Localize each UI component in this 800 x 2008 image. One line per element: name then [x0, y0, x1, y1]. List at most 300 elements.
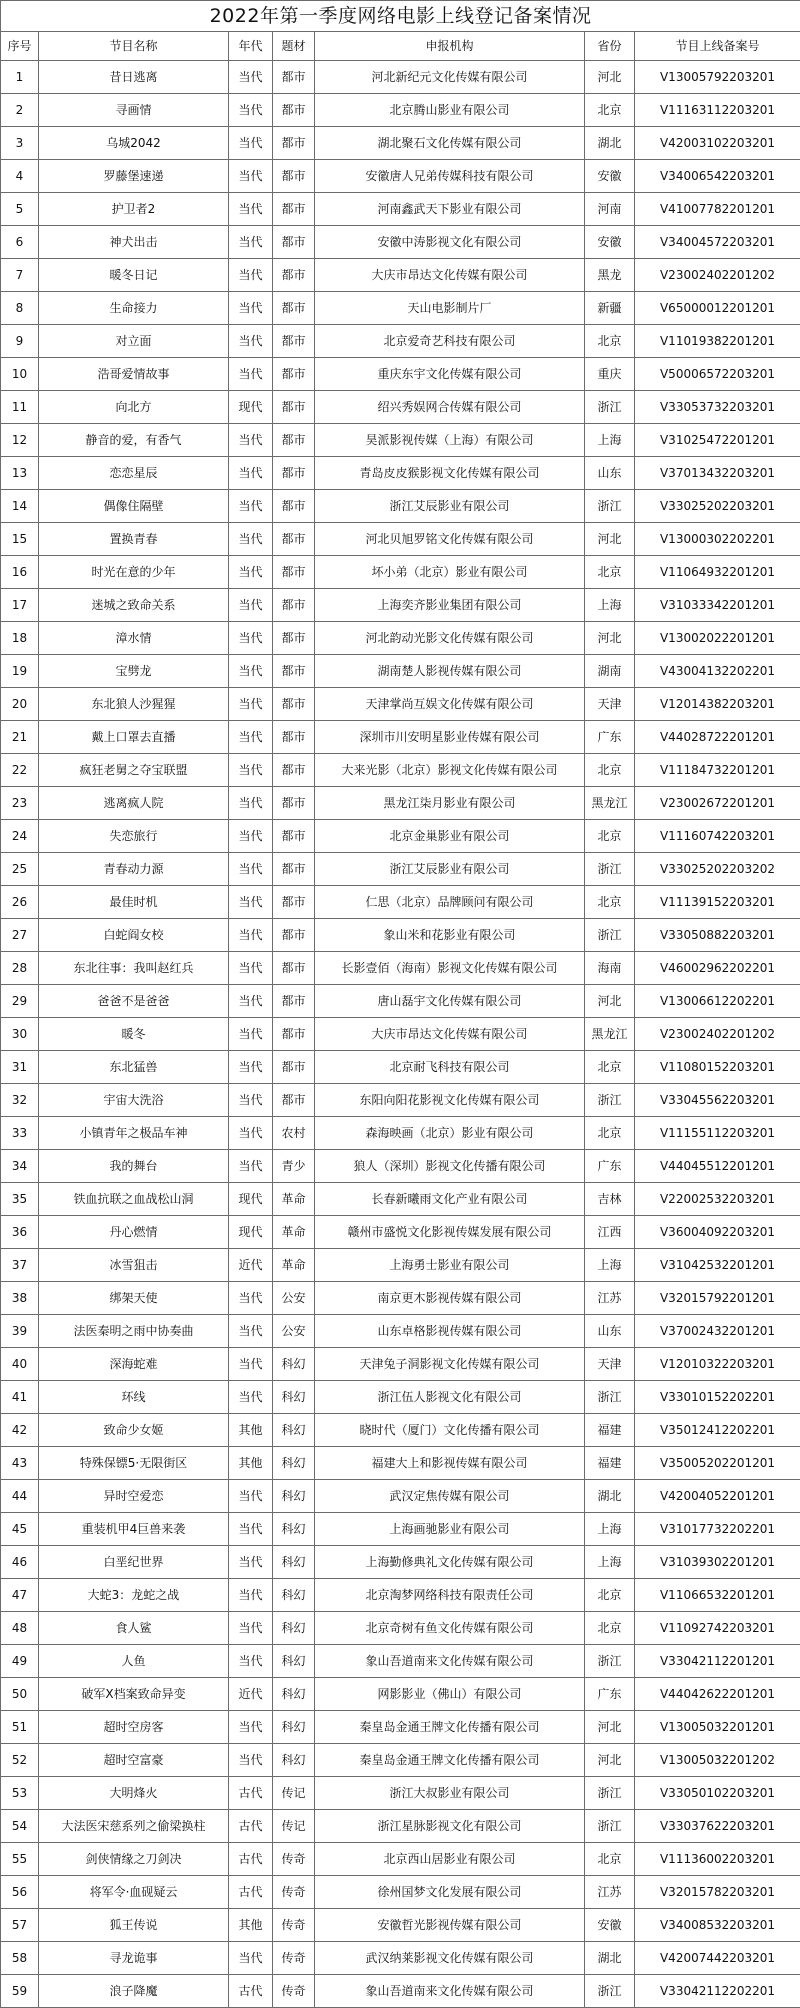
cell-index: 7 — [1, 259, 39, 292]
table-row — [1, 193, 800, 226]
cell-genre: 传奇 — [273, 1909, 315, 1942]
cell-filing-number: V11064932201201 — [635, 556, 800, 589]
cell-filing-number: V33010152202201 — [635, 1381, 800, 1414]
table-row — [1, 1282, 800, 1315]
cell-province: 北京 — [585, 325, 635, 358]
cell-program-name: 护卫者2 — [39, 193, 229, 226]
cell-program-name: 浩哥爱情故事 — [39, 358, 229, 391]
cell-province: 安徽 — [585, 1909, 635, 1942]
column-header-genre: 题材 — [273, 32, 315, 61]
cell-era: 当代 — [229, 1150, 273, 1183]
cell-era: 现代 — [229, 1183, 273, 1216]
cell-province: 江苏 — [585, 1876, 635, 1909]
cell-filing-number: V34008532203201 — [635, 1909, 800, 1942]
table-row — [1, 1942, 800, 1975]
table-row — [1, 1183, 800, 1216]
cell-province: 上海 — [585, 424, 635, 457]
cell-filing-number: V13006612202201 — [635, 985, 800, 1018]
cell-era: 当代 — [229, 424, 273, 457]
cell-province: 河北 — [585, 622, 635, 655]
cell-genre: 科幻 — [273, 1348, 315, 1381]
cell-filing-number: V12014382203201 — [635, 688, 800, 721]
cell-program-name: 疯狂老舅之夺宝联盟 — [39, 754, 229, 787]
cell-program-name: 时光在意的少年 — [39, 556, 229, 589]
cell-applicant: 安徽中涛影视文化有限公司 — [315, 226, 585, 259]
cell-filing-number: V11160742203201 — [635, 820, 800, 853]
cell-genre: 科幻 — [273, 1480, 315, 1513]
cell-applicant: 长春新曦雨文化产业有限公司 — [315, 1183, 585, 1216]
cell-era: 当代 — [229, 952, 273, 985]
cell-era: 近代 — [229, 1249, 273, 1282]
cell-genre: 公安 — [273, 1282, 315, 1315]
cell-index: 34 — [1, 1150, 39, 1183]
cell-index: 55 — [1, 1843, 39, 1876]
cell-program-name: 大明烽火 — [39, 1777, 229, 1810]
cell-index: 42 — [1, 1414, 39, 1447]
cell-filing-number: V31042532201201 — [635, 1249, 800, 1282]
cell-filing-number: V37013432203201 — [635, 457, 800, 490]
cell-index: 30 — [1, 1018, 39, 1051]
table-row — [1, 1711, 800, 1744]
cell-province: 山东 — [585, 457, 635, 490]
cell-program-name: 异时空爱恋 — [39, 1480, 229, 1513]
cell-era: 古代 — [229, 1975, 273, 2008]
cell-era: 当代 — [229, 1084, 273, 1117]
cell-applicant: 北京西山居影业有限公司 — [315, 1843, 585, 1876]
cell-index: 33 — [1, 1117, 39, 1150]
cell-program-name: 最佳时机 — [39, 886, 229, 919]
cell-genre: 都市 — [273, 589, 315, 622]
table-row — [1, 886, 800, 919]
cell-genre: 科幻 — [273, 1381, 315, 1414]
cell-genre: 都市 — [273, 259, 315, 292]
cell-filing-number: V23002672201201 — [635, 787, 800, 820]
cell-applicant: 上海勇士影业有限公司 — [315, 1249, 585, 1282]
cell-program-name: 致命少女姬 — [39, 1414, 229, 1447]
cell-province: 上海 — [585, 1546, 635, 1579]
cell-genre: 都市 — [273, 94, 315, 127]
cell-program-name: 乌城2042 — [39, 127, 229, 160]
table-row — [1, 1315, 800, 1348]
table-row — [1, 1744, 800, 1777]
table-row — [1, 1513, 800, 1546]
cell-program-name: 宝劈龙 — [39, 655, 229, 688]
cell-index: 8 — [1, 292, 39, 325]
cell-province: 湖北 — [585, 1480, 635, 1513]
cell-program-name: 生命接力 — [39, 292, 229, 325]
cell-index: 11 — [1, 391, 39, 424]
cell-index: 14 — [1, 490, 39, 523]
cell-filing-number: V41007782201201 — [635, 193, 800, 226]
cell-era: 当代 — [229, 1612, 273, 1645]
cell-filing-number: V34006542203201 — [635, 160, 800, 193]
cell-program-name: 罗藤堡速递 — [39, 160, 229, 193]
table-row — [1, 1645, 800, 1678]
table-row — [1, 61, 800, 94]
table-row — [1, 787, 800, 820]
table-row — [1, 226, 800, 259]
cell-index: 43 — [1, 1447, 39, 1480]
cell-era: 当代 — [229, 226, 273, 259]
cell-program-name: 狐王传说 — [39, 1909, 229, 1942]
cell-era: 现代 — [229, 391, 273, 424]
cell-filing-number: V11066532201201 — [635, 1579, 800, 1612]
cell-era: 当代 — [229, 1744, 273, 1777]
cell-era: 当代 — [229, 358, 273, 391]
cell-applicant: 坏小弟（北京）影业有限公司 — [315, 556, 585, 589]
cell-filing-number: V35005202201201 — [635, 1447, 800, 1480]
cell-applicant: 浙江大叔影业有限公司 — [315, 1777, 585, 1810]
cell-index: 59 — [1, 1975, 39, 2008]
cell-program-name: 昔日逃离 — [39, 61, 229, 94]
cell-province: 河北 — [585, 61, 635, 94]
cell-index: 40 — [1, 1348, 39, 1381]
cell-genre: 都市 — [273, 457, 315, 490]
cell-genre: 革命 — [273, 1216, 315, 1249]
table-row — [1, 919, 800, 952]
cell-era: 近代 — [229, 1678, 273, 1711]
table-title: 2022年第一季度网络电影上线登记备案情况 — [1, 1, 800, 32]
cell-applicant: 上海画驰影业有限公司 — [315, 1513, 585, 1546]
cell-program-name: 置换青春 — [39, 523, 229, 556]
cell-applicant: 象山吾道南来文化传媒有限公司 — [315, 1645, 585, 1678]
cell-era: 当代 — [229, 556, 273, 589]
cell-genre: 革命 — [273, 1183, 315, 1216]
cell-applicant: 河北韵动光影文化传媒有限公司 — [315, 622, 585, 655]
cell-index: 9 — [1, 325, 39, 358]
cell-genre: 科幻 — [273, 1678, 315, 1711]
cell-genre: 都市 — [273, 292, 315, 325]
cell-index: 21 — [1, 721, 39, 754]
cell-program-name: 超时空房客 — [39, 1711, 229, 1744]
cell-applicant: 湖北聚石文化传媒有限公司 — [315, 127, 585, 160]
cell-program-name: 东北狼人沙猩猩 — [39, 688, 229, 721]
cell-program-name: 对立面 — [39, 325, 229, 358]
cell-filing-number: V35012412202201 — [635, 1414, 800, 1447]
cell-genre: 都市 — [273, 919, 315, 952]
cell-genre: 都市 — [273, 61, 315, 94]
cell-index: 31 — [1, 1051, 39, 1084]
cell-index: 57 — [1, 1909, 39, 1942]
cell-index: 16 — [1, 556, 39, 589]
cell-filing-number: V13005032201202 — [635, 1744, 800, 1777]
column-header-province: 省份 — [585, 32, 635, 61]
cell-index: 53 — [1, 1777, 39, 1810]
cell-index: 18 — [1, 622, 39, 655]
cell-program-name: 丹心燃情 — [39, 1216, 229, 1249]
cell-filing-number: V33037622203201 — [635, 1810, 800, 1843]
cell-era: 当代 — [229, 721, 273, 754]
cell-genre: 都市 — [273, 523, 315, 556]
cell-filing-number: V13005032201201 — [635, 1711, 800, 1744]
cell-filing-number: V11092742203201 — [635, 1612, 800, 1645]
cell-applicant: 秦皇岛金通王牌文化传播有限公司 — [315, 1744, 585, 1777]
cell-filing-number: V11139152203201 — [635, 886, 800, 919]
cell-filing-number: V23002402201202 — [635, 259, 800, 292]
cell-filing-number: V11184732201201 — [635, 754, 800, 787]
cell-province: 北京 — [585, 1843, 635, 1876]
cell-applicant: 北京爱奇艺科技有限公司 — [315, 325, 585, 358]
cell-genre: 都市 — [273, 886, 315, 919]
header-row — [1, 32, 800, 61]
cell-program-name: 小镇青年之极品车神 — [39, 1117, 229, 1150]
cell-province: 浙江 — [585, 490, 635, 523]
cell-genre: 都市 — [273, 622, 315, 655]
cell-filing-number: V33050102203201 — [635, 1777, 800, 1810]
cell-filing-number: V31017732202201 — [635, 1513, 800, 1546]
cell-province: 黑龙江 — [585, 787, 635, 820]
cell-province: 河北 — [585, 1744, 635, 1777]
cell-era: 其他 — [229, 1909, 273, 1942]
column-header-filing-number: 节目上线备案号 — [635, 32, 800, 61]
cell-province: 北京 — [585, 1051, 635, 1084]
table-row — [1, 94, 800, 127]
cell-genre: 都市 — [273, 985, 315, 1018]
cell-filing-number: V33025202203202 — [635, 853, 800, 886]
cell-filing-number: V33025202203201 — [635, 490, 800, 523]
cell-applicant: 天津掌尚互娱文化传媒有限公司 — [315, 688, 585, 721]
cell-index: 52 — [1, 1744, 39, 1777]
cell-index: 29 — [1, 985, 39, 1018]
table-row — [1, 1150, 800, 1183]
column-header-era: 年代 — [229, 32, 273, 61]
cell-filing-number: V32015782203201 — [635, 1876, 800, 1909]
cell-province: 河南 — [585, 193, 635, 226]
cell-filing-number: V11163112203201 — [635, 94, 800, 127]
cell-filing-number: V31025472201201 — [635, 424, 800, 457]
table-row — [1, 1447, 800, 1480]
cell-program-name: 大法医宋慈系列之偷梁换柱 — [39, 1810, 229, 1843]
cell-genre: 都市 — [273, 358, 315, 391]
cell-era: 当代 — [229, 1381, 273, 1414]
cell-applicant: 天津兔子洞影视文化传媒有限公司 — [315, 1348, 585, 1381]
table-row — [1, 325, 800, 358]
table-row — [1, 1909, 800, 1942]
cell-program-name: 东北猛兽 — [39, 1051, 229, 1084]
cell-program-name: 暖冬 — [39, 1018, 229, 1051]
cell-applicant: 浙江星脉影视文化有限公司 — [315, 1810, 585, 1843]
cell-province: 新疆 — [585, 292, 635, 325]
cell-applicant: 徐州国梦文化发展有限公司 — [315, 1876, 585, 1909]
cell-era: 其他 — [229, 1414, 273, 1447]
cell-filing-number: V50006572203201 — [635, 358, 800, 391]
cell-applicant: 浙江艾辰影业有限公司 — [315, 490, 585, 523]
table-row — [1, 1117, 800, 1150]
table-row — [1, 292, 800, 325]
cell-province: 江西 — [585, 1216, 635, 1249]
cell-applicant: 河北贝旭罗铭文化传媒有限公司 — [315, 523, 585, 556]
cell-era: 当代 — [229, 1315, 273, 1348]
cell-genre: 都市 — [273, 721, 315, 754]
table-row — [1, 1612, 800, 1645]
table-row — [1, 688, 800, 721]
cell-genre: 科幻 — [273, 1513, 315, 1546]
cell-filing-number: V22002532203201 — [635, 1183, 800, 1216]
cell-era: 当代 — [229, 325, 273, 358]
cell-applicant: 深圳市川安明星影业传媒有限公司 — [315, 721, 585, 754]
cell-genre: 传记 — [273, 1777, 315, 1810]
cell-era: 当代 — [229, 853, 273, 886]
cell-filing-number: V13005792203201 — [635, 61, 800, 94]
cell-genre: 都市 — [273, 556, 315, 589]
cell-era: 当代 — [229, 1348, 273, 1381]
cell-program-name: 铁血抗联之血战松山洞 — [39, 1183, 229, 1216]
cell-filing-number: V33042112202201 — [635, 1975, 800, 2008]
cell-filing-number: V13000302202201 — [635, 523, 800, 556]
cell-applicant: 福建大上和影视传媒有限公司 — [315, 1447, 585, 1480]
cell-applicant: 北京金巢影业有限公司 — [315, 820, 585, 853]
cell-province: 山东 — [585, 1315, 635, 1348]
cell-index: 19 — [1, 655, 39, 688]
table-row — [1, 1876, 800, 1909]
cell-applicant: 唐山磊宇文化传媒有限公司 — [315, 985, 585, 1018]
cell-applicant: 大庆市昂达文化传媒有限公司 — [315, 259, 585, 292]
cell-era: 当代 — [229, 787, 273, 820]
cell-program-name: 宇宙大洗浴 — [39, 1084, 229, 1117]
cell-index: 27 — [1, 919, 39, 952]
cell-applicant: 大来光影（北京）影视文化传媒有限公司 — [315, 754, 585, 787]
cell-era: 当代 — [229, 160, 273, 193]
cell-program-name: 恋恋星辰 — [39, 457, 229, 490]
cell-applicant: 浙江伍人影视文化有限公司 — [315, 1381, 585, 1414]
cell-program-name: 食人鲨 — [39, 1612, 229, 1645]
cell-program-name: 我的舞台 — [39, 1150, 229, 1183]
cell-province: 北京 — [585, 754, 635, 787]
table-body — [1, 61, 800, 2008]
cell-applicant: 东阳向阳花影视文化传媒有限公司 — [315, 1084, 585, 1117]
cell-index: 20 — [1, 688, 39, 721]
cell-index: 4 — [1, 160, 39, 193]
cell-genre: 传奇 — [273, 1975, 315, 2008]
cell-applicant: 山东卓格影视传媒有限公司 — [315, 1315, 585, 1348]
cell-program-name: 戴上口罩去直播 — [39, 721, 229, 754]
cell-filing-number: V34004572203201 — [635, 226, 800, 259]
cell-province: 浙江 — [585, 1084, 635, 1117]
cell-genre: 传记 — [273, 1810, 315, 1843]
cell-genre: 青少 — [273, 1150, 315, 1183]
cell-era: 古代 — [229, 1810, 273, 1843]
cell-genre: 科幻 — [273, 1546, 315, 1579]
cell-index: 41 — [1, 1381, 39, 1414]
cell-applicant: 狼人（深圳）影视文化传播有限公司 — [315, 1150, 585, 1183]
cell-applicant: 河南鑫武天下影业有限公司 — [315, 193, 585, 226]
cell-filing-number: V33045562203201 — [635, 1084, 800, 1117]
cell-applicant: 上海奕齐影业集团有限公司 — [315, 589, 585, 622]
cell-era: 当代 — [229, 94, 273, 127]
cell-index: 26 — [1, 886, 39, 919]
cell-filing-number: V31033342201201 — [635, 589, 800, 622]
cell-filing-number: V11155112203201 — [635, 1117, 800, 1150]
cell-province: 广东 — [585, 721, 635, 754]
cell-program-name: 重装机甲4巨兽来袭 — [39, 1513, 229, 1546]
cell-filing-number: V42007442203201 — [635, 1942, 800, 1975]
cell-genre: 都市 — [273, 1084, 315, 1117]
table-row — [1, 721, 800, 754]
cell-genre: 都市 — [273, 1018, 315, 1051]
table-row — [1, 1579, 800, 1612]
cell-filing-number: V37002432201201 — [635, 1315, 800, 1348]
table-row — [1, 985, 800, 1018]
cell-genre: 都市 — [273, 853, 315, 886]
cell-applicant: 大庆市昂达文化传媒有限公司 — [315, 1018, 585, 1051]
cell-filing-number: V44028722201201 — [635, 721, 800, 754]
cell-genre: 都市 — [273, 1051, 315, 1084]
table-row — [1, 1843, 800, 1876]
cell-era: 当代 — [229, 1579, 273, 1612]
cell-applicant: 青岛皮皮猴影视文化传媒有限公司 — [315, 457, 585, 490]
cell-index: 48 — [1, 1612, 39, 1645]
cell-genre: 都市 — [273, 127, 315, 160]
column-header-index: 序号 — [1, 32, 39, 61]
cell-index: 37 — [1, 1249, 39, 1282]
cell-program-name: 爸爸不是爸爸 — [39, 985, 229, 1018]
cell-province: 安徽 — [585, 226, 635, 259]
cell-genre: 都市 — [273, 226, 315, 259]
cell-program-name: 破军X档案致命异变 — [39, 1678, 229, 1711]
cell-index: 5 — [1, 193, 39, 226]
cell-province: 上海 — [585, 589, 635, 622]
cell-index: 12 — [1, 424, 39, 457]
table-row — [1, 1381, 800, 1414]
table-row — [1, 1678, 800, 1711]
cell-era: 当代 — [229, 886, 273, 919]
cell-era: 当代 — [229, 1546, 273, 1579]
table-row — [1, 1348, 800, 1381]
cell-applicant: 北京耐飞科技有限公司 — [315, 1051, 585, 1084]
cell-genre: 都市 — [273, 820, 315, 853]
cell-applicant: 安徽哲光影视传媒有限公司 — [315, 1909, 585, 1942]
cell-applicant: 武汉定焦传媒有限公司 — [315, 1480, 585, 1513]
table-row — [1, 754, 800, 787]
cell-province: 河北 — [585, 985, 635, 1018]
cell-index: 32 — [1, 1084, 39, 1117]
table-row — [1, 1216, 800, 1249]
cell-province: 浙江 — [585, 1777, 635, 1810]
cell-program-name: 浪子降魔 — [39, 1975, 229, 2008]
cell-program-name: 神犬出击 — [39, 226, 229, 259]
table-row — [1, 589, 800, 622]
cell-index: 22 — [1, 754, 39, 787]
cell-index: 38 — [1, 1282, 39, 1315]
table-row — [1, 820, 800, 853]
table-row — [1, 1810, 800, 1843]
cell-genre: 公安 — [273, 1315, 315, 1348]
cell-program-name: 环线 — [39, 1381, 229, 1414]
cell-era: 当代 — [229, 1645, 273, 1678]
cell-index: 10 — [1, 358, 39, 391]
cell-index: 13 — [1, 457, 39, 490]
cell-applicant: 昊派影视传媒（上海）有限公司 — [315, 424, 585, 457]
cell-genre: 科幻 — [273, 1414, 315, 1447]
cell-genre: 都市 — [273, 391, 315, 424]
cell-era: 当代 — [229, 589, 273, 622]
cell-index: 56 — [1, 1876, 39, 1909]
cell-era: 现代 — [229, 1216, 273, 1249]
cell-genre: 都市 — [273, 787, 315, 820]
cell-province: 广东 — [585, 1150, 635, 1183]
cell-filing-number: V44045512201201 — [635, 1150, 800, 1183]
cell-index: 25 — [1, 853, 39, 886]
cell-province: 浙江 — [585, 919, 635, 952]
cell-applicant: 象山米和花影业有限公司 — [315, 919, 585, 952]
cell-province: 北京 — [585, 1579, 635, 1612]
cell-index: 39 — [1, 1315, 39, 1348]
cell-era: 当代 — [229, 193, 273, 226]
cell-genre: 农村 — [273, 1117, 315, 1150]
table-row — [1, 1777, 800, 1810]
cell-index: 2 — [1, 94, 39, 127]
cell-program-name: 将军令·血砚疑云 — [39, 1876, 229, 1909]
